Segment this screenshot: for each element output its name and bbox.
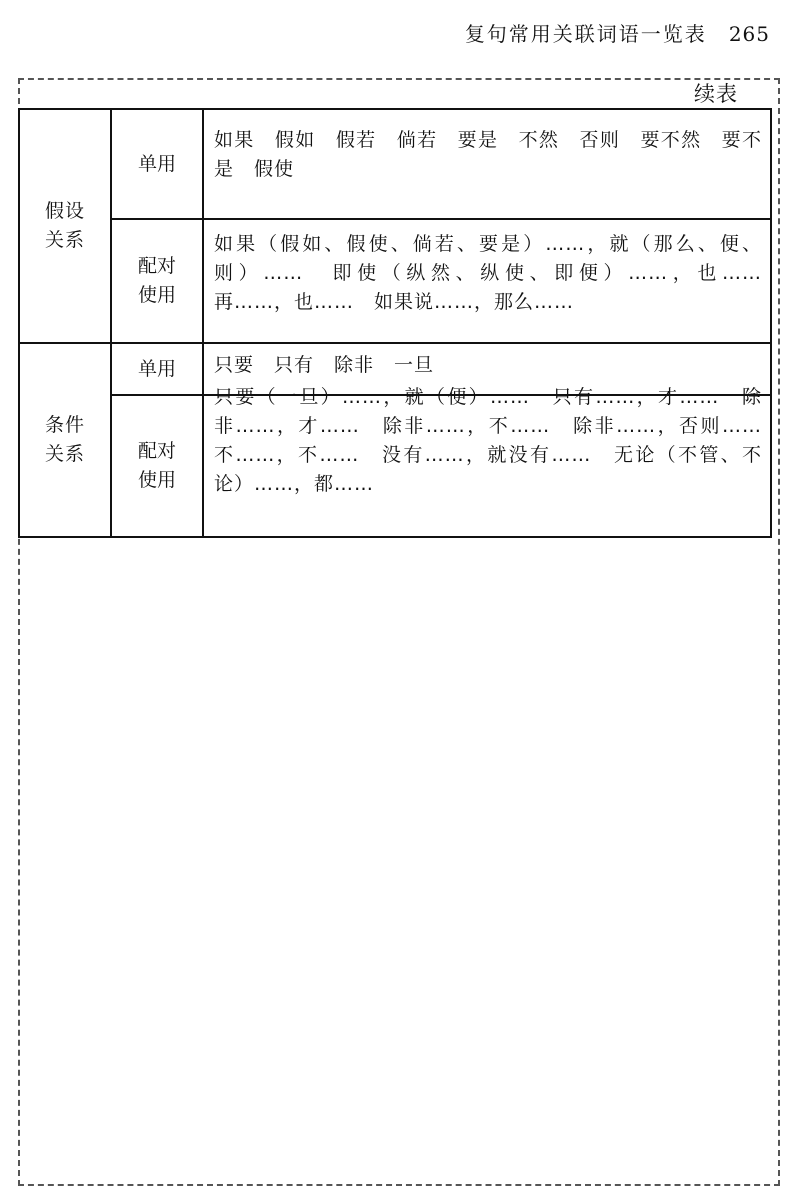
usage-label: 单用: [137, 152, 176, 175]
usage-cell: [111, 343, 203, 395]
page-number: 265: [728, 22, 770, 46]
table-row: [19, 395, 771, 537]
usage-cell: [111, 109, 203, 219]
usage-label: 使用: [137, 469, 176, 491]
category-cell-condition: [19, 343, 111, 537]
usage-label: 配对: [137, 440, 176, 462]
conjunction-table: [18, 108, 783, 538]
usage-label: 单用: [137, 357, 176, 380]
table-row: [19, 219, 771, 343]
conjunction-list: 只要（一旦）……，就（便）…… 只有……，才…… 除非……，才…… 除非……，不…… 除非……，否则…… 不……，不…… 没有……，就没有…… 无论（不管、不论）……，都……: [214, 386, 783, 495]
conjunction-list: 只要 只有 除非 一旦: [203, 343, 771, 395]
category-label: 关系: [44, 443, 85, 465]
continued-label: 续表: [694, 82, 738, 106]
category-label: 关系: [44, 229, 85, 251]
usage-label: 使用: [137, 284, 176, 306]
usage-label: 配对: [137, 255, 176, 277]
usage-cell: [111, 395, 203, 537]
running-head: [465, 18, 770, 47]
table-row: [19, 109, 771, 219]
running-title: 复句常用关联词语一览表: [464, 22, 707, 46]
conjunction-list: 如果 假如 假若 倘若 要是 不然 否则 要不然 要不是 假使: [203, 109, 771, 219]
conjunction-list-cell: [203, 386, 783, 537]
category-label: 条件: [44, 414, 85, 436]
category-cell-hypothesis: [19, 109, 111, 343]
category-label: 假设: [44, 200, 85, 222]
conjunction-list: 如果（假如、假使、倘若、要是）……，就（那么、便、则）…… 即使（纵然、纵使、即便）……，也…… 再……，也…… 如果说……，那么……: [203, 219, 771, 343]
usage-cell: [111, 219, 203, 343]
